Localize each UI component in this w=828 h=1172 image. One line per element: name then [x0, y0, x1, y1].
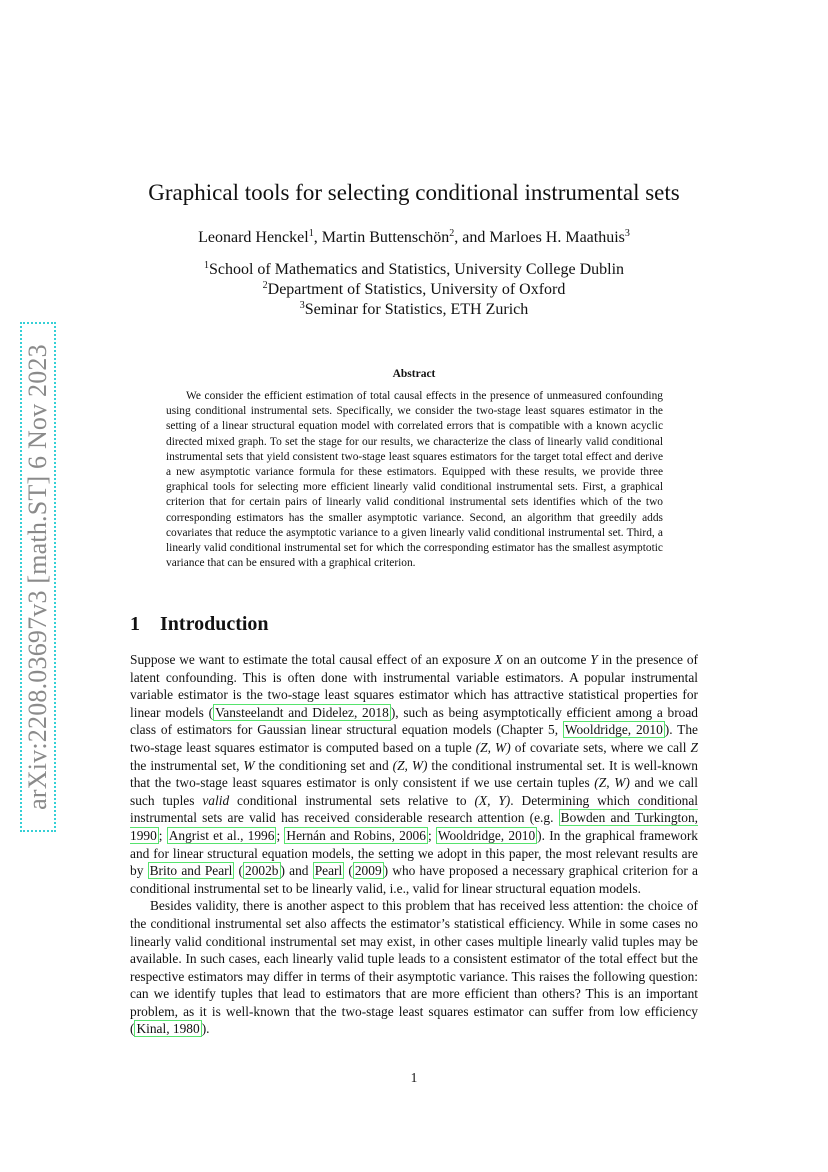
citation-link[interactable]: 2009 — [354, 863, 382, 879]
math-symbol: valid — [202, 792, 230, 808]
paper-title: Graphical tools for selecting conditional instrumental sets — [148, 180, 680, 205]
math-symbol: (Z, W) — [392, 757, 428, 773]
section-number: 1 — [130, 613, 140, 635]
citation-link[interactable]: Angrist et al., 1996 — [168, 827, 275, 843]
math-symbol: X — [494, 652, 503, 667]
abstract-heading: Abstract — [392, 368, 436, 380]
paragraph: Suppose we want to estimate the total causal effect of an exposure X on an outcome Y in the presence of latent confounding. This is often done with instrumental variable estimators. A popular instrumental variable estimator is the two-stage least squares estimator which has attractive statistical properties for linear models ( Vansteelandt and Didelez, 2018 ), such as being asymptotically efficient among a broad class of estimators for Gaussian linear structural equation models (Chapter 5, Wooldridge, 2010 ). The two-stage least squares estimator is computed based on a tuple (Z, W) of covariate sets, where we call Z the instrumental set, W the conditioning set and (Z, W) the conditional instrumental set. It is well-known that the two-stage least squares estimator is only consistent if we use certain tuples (Z, W) and we call such tuples valid conditional instrumental sets relative to (X, Y). Determining which conditional instrumental sets are valid has received considerable research attention (e.g. Bowden and Turkington, 1990 ; Angrist et al., 1996 ; Hernán and Robins, 2006 ; Wooldridge, 2010 ). In the graphical framework and for linear structural equation models, the setting we adopt in this paper, the most relevant results are by Brito and Pearl ( 2002b ) and Pearl ( 2009 ) who have proposed a necessary graphical criterion for a conditional instrumental set to be linearly valid, i.e., valid for linear structural equation models. — [130, 652, 699, 896]
citation-link[interactable]: Kinal, 1980 — [136, 1021, 200, 1037]
citation-link[interactable]: 2002b — [245, 863, 279, 879]
abstract-text: We consider the efficient estimation of total causal effects in the presence of unmeasured confounding using conditional instrumental sets. Specifically, we consider the two-stage least squares estimator in the setting of a linear structural equation model with correlated errors that is compatible with a known acyclic directed mixed graph. To set the stage for our results, we characterize the class of linearly valid conditional instrumental sets that yield consistent two-stage least squares estimators for the target total effect and derive a new asymptotic variance formula for these estimators. Equipped with these results, we provide three graphical tools for selecting more efficient linearly valid conditional instrumental sets. First, a graphical criterion that for certain pairs of linearly valid conditional instrumental sets identifies which of the two corresponding estimators has the smaller asymptotic variance. Second, an algorithm that greedily adds covariates that reduce the asymptotic variance to a given linearly valid conditional instrumental set. Third, a linearly valid conditional instrumental set for which the corresponding estimator has the smallest asymptotic variance that can be ensured with a graphical criterion. — [166, 390, 663, 570]
affiliation-mark: 2 — [262, 280, 268, 291]
citation-link[interactable]: Bowden and Turkington, 1990 — [130, 810, 699, 843]
citation-link[interactable]: Wooldridge, 2010 — [564, 722, 663, 738]
math-symbol: (Z, W) — [594, 775, 630, 791]
affiliation-line — [0, 300, 828, 320]
affiliation-text: Seminar for Statistics, ETH Zurich — [304, 301, 529, 318]
affiliation-mark: 1 — [203, 260, 209, 271]
author-name: Marloes H. Maathuis — [489, 229, 625, 246]
math-symbol: W — [243, 757, 255, 773]
affiliation-list — [0, 260, 828, 320]
math-symbol: Z — [690, 739, 698, 755]
author-affiliation-mark: 2 — [449, 228, 455, 239]
author-name: Martin Buttenschön — [321, 229, 450, 246]
math-symbol: Y — [590, 652, 598, 667]
citation-link[interactable]: Hernán and Robins, 2006 — [286, 827, 426, 843]
author-name: Leonard Henckel — [198, 229, 309, 246]
affiliation-text: Department of Statistics, University of Oxford — [267, 281, 566, 298]
arxiv-stamp — [20, 322, 56, 832]
citation-link[interactable]: Wooldridge, 2010 — [437, 827, 536, 843]
math-symbol: (Z, W) — [475, 739, 511, 755]
author-affiliation-mark: 3 — [624, 228, 630, 239]
body-text — [130, 651, 698, 1038]
affiliation-text: School of Mathematics and Statistics, University College Dublin — [208, 261, 625, 278]
citation-link[interactable]: Brito and Pearl — [149, 863, 233, 879]
affiliation-line — [0, 280, 828, 300]
page-number: 1 — [410, 1070, 418, 1085]
affiliation-line — [0, 260, 828, 280]
arxiv-identifier: arXiv:2208.03697v3 [math.ST] 6 Nov 2023 — [23, 344, 52, 810]
section-title: Introduction — [160, 613, 269, 635]
section-heading — [130, 613, 269, 636]
citation-link[interactable]: Vansteelandt and Didelez, 2018 — [215, 704, 389, 720]
affiliation-mark: 3 — [299, 300, 305, 311]
author-affiliation-mark: 1 — [308, 228, 314, 239]
citation-link[interactable]: Pearl — [314, 863, 343, 879]
math-symbol: (X, Y) — [474, 792, 511, 808]
paragraph: Besides validity, there is another aspect to this problem that has received less attention: the choice of the conditional instrumental set also affects the estimator’s statistical efficiency. While in some cases no linearly valid conditional instrumental set may exist, in other cases multiple linearly valid tuples may be available. In such cases, each linearly valid tuple leads to a consistent estimator of the total effect but the respective estimators may differ in terms of their asymptotic variance. This raises the following question: can we identify tuples that lead to estimators that are more efficient than others? This is an important problem, as it is well-known that the two-stage least squares estimator can suffer from low efficiency ( Kinal, 1980 ). — [130, 898, 698, 1037]
author-list: Leonard Henckel$^1$, Martin Buttenschön$^2$, and Marloes H. Maathuis$^3$ — [198, 228, 630, 246]
